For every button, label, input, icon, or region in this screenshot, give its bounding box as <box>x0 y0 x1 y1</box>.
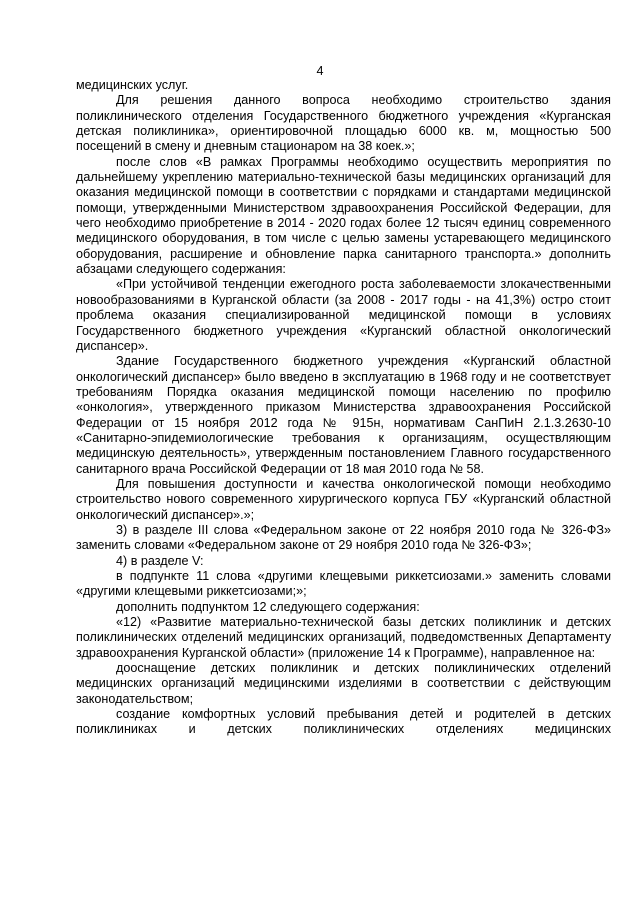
paragraph: в подпункте 11 слова «другими клещевыми риккетсиозами.» заменить словами «другими клещевыми риккетсиозами;»; <box>76 569 611 599</box>
paragraph: 3) в разделе III слова «Федеральном законе от 22 ноября 2010 года № 326-ФЗ» заменить словами «Федеральном законе от 29 ноября 2010 года № 326-ФЗ»; <box>76 522 611 553</box>
paragraph: дооснащение детских поликлиник и детских поликлинических отделений медицинских организаций медицинскими изделиями в соответствии с действующим законодательством; <box>76 661 611 706</box>
paragraph: «При устойчивой тенденции ежегодного роста заболеваемости злокачественными новообразованиями в Курганской области (за 2008 - 2017 годы - на 41,3%) остро стоит проблема оказания специализированной медицинской помощи в условиях Государственного бюджетного учреждения «Курганский областной онкологический диспансер». <box>76 277 611 353</box>
page-number: 4 <box>316 64 324 78</box>
paragraph: Для повышения доступности и качества онкологической помощи необходимо строительство нового современного хирургического корпуса ГБУ «Курганский областной онкологический диспансер».»; <box>76 476 611 522</box>
paragraph: медицинских услуг. <box>76 78 189 92</box>
paragraph: 4) в разделе V: <box>116 553 204 568</box>
paragraph: дополнить подпунктом 12 следующего содержания: <box>116 599 420 614</box>
paragraph: после слов «В рамках Программы необходимо осуществить мероприятия по дальнейшему укреплению материально-технической базы медицинских организаций для оказания медицинской помощи в соответствии с порядками и стандартами медицинской помощи, утвержденными Министерством здравоохранения Российской Федерации, для чего необходимо приобретение в 2014 - 2020 годах более 12 тысяч единиц современного медицинского оборудования, в том числе с целью замены устаревающего медицинского оборудования, расширение и обновление парка санитарного транспорта.» дополнить абзацами следующего содержания: <box>76 154 611 277</box>
paragraph: создание комфортных условий пребывания детей и родителей в детских поликлиниках и детских поликлинических отделениях медицинских <box>76 707 611 737</box>
document-body <box>76 78 611 738</box>
paragraph: Здание Государственного бюджетного учреждения «Курганский областной онкологический диспансер» было введено в эксплуатацию в 1968 году и не соответствует требованиям Порядка оказания медицинской помощи населению по профилю «онкология», утвержденного приказом Министерства здравоохранения Российской Федерации от 15 ноября 2012 года № 915н, нормативам СанПиН 2.1.3.2630-10 «Санитарно-эпидемиологические требования к организациям, осуществляющим медицинскую деятельность», утвержденным постановлением Главного государственного санитарного врача Российской Федерации от 18 мая 2010 года № 58. <box>76 354 611 476</box>
paragraph: Для решения данного вопроса необходимо строительство здания поликлинического отделения Государственного бюджетного учреждения «Курганская детская поликлиника», ориентировочной площадью 6000 кв. м, мощностью 500 посещений в смену и дневным стационаром на 38 коек.»; <box>76 93 611 154</box>
paragraph: «12) «Развитие материально-технической базы детских поликлиник и детских поликлинических отделений медицинских организаций, подведомственных Департаменту здравоохранения Курганской области» (приложение 14 к Программе), направленное на: <box>76 615 611 660</box>
